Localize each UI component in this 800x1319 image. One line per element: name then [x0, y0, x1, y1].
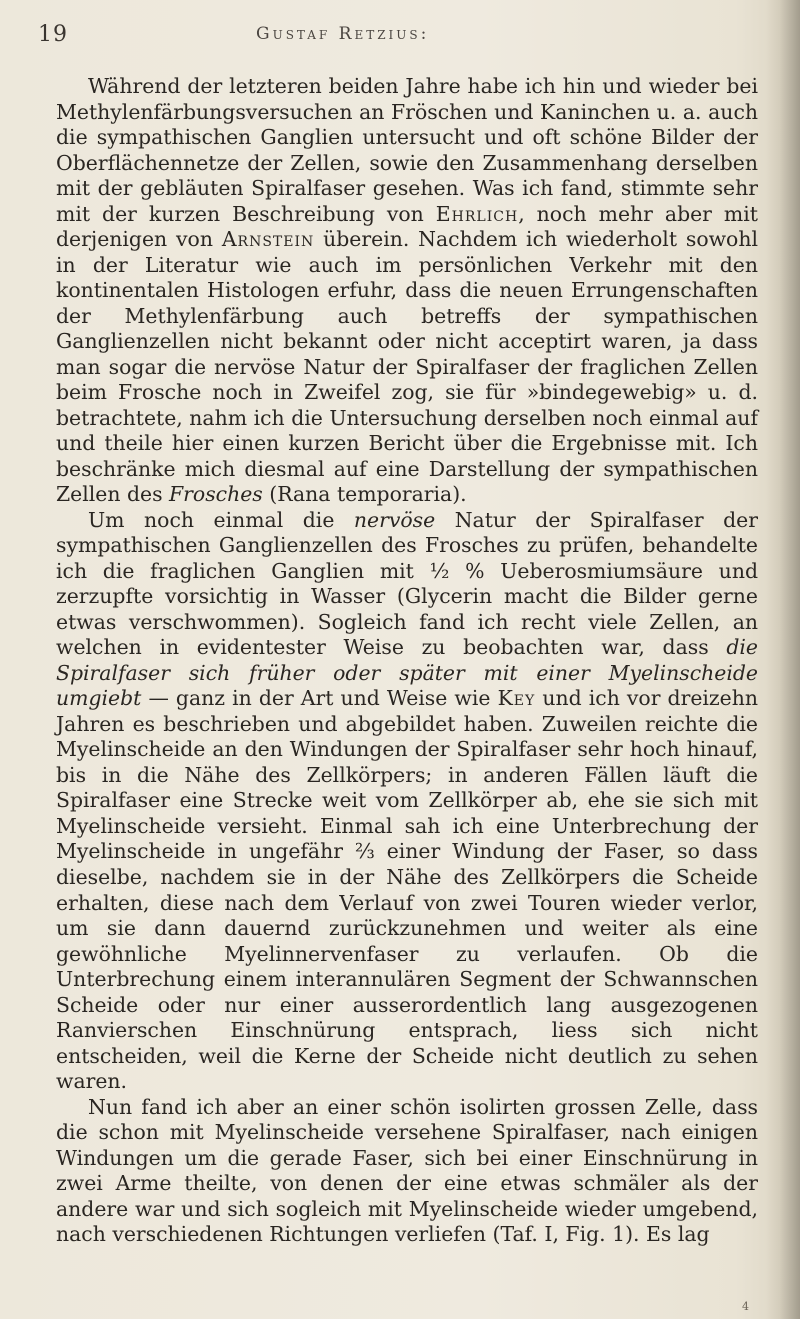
text-run: (Rana temporaria).: [262, 482, 467, 507]
page-gutter-shadow: [766, 0, 800, 1319]
paragraph: [56, 1095, 758, 1248]
running-head: Gustaf Retzius:: [256, 24, 430, 44]
author-name: Arnstein: [221, 227, 315, 252]
text-run: Um noch einmal die: [88, 507, 354, 532]
signature-mark: 4: [742, 1300, 749, 1313]
text-run: Während der letzteren beiden Jahre habe ich hin und wieder bei Methylenfärbungsversuchen an Fröschen und Kaninchen u. a. auch die sympathischen Ganglien untersucht und oft schöne Bilder der Oberflächennetze der Zellen, sowie den Zusammenhang derselben mit der gebläuten Spiralfaser gesehen. Was ich fand, stimmte sehr mit der kurzen Beschreibung von: [56, 74, 758, 226]
italic-text: Frosches: [169, 482, 263, 507]
paragraph: [56, 508, 758, 1095]
body-text: [56, 74, 758, 1248]
text-run: Natur der Spiralfaser der sympathischen Ganglienzellen des Frosches zu prüfen, behandelte ich die fraglichen Ganglien mit ½ % Ueberosmiumsäure und zerzupfte vorsichtig in Wasser (Glycerin macht die Bilder gerne etwas verschwommen). Sogleich fand ich recht viele Zellen, an welchen in evidentester Weise zu beobachten war, dass: [56, 507, 758, 660]
author-name: Key: [497, 686, 536, 711]
text-run: , noch mehr aber mit derjenigen von: [56, 201, 758, 252]
paragraph: [56, 74, 758, 508]
page-number: 19: [38, 22, 68, 47]
text-run: Nun fand ich aber an einer schön isolirten grossen Zelle, dass die schon mit Myelinscheide versehene Spiralfaser, nach einigen Windungen um die gerade Faser, sich bei einer Einschnürung in zwei Arme theilte, von denen der eine etwas schmäler als der andere war und sich sogleich mit Myelinscheide wieder umgebend, nach verschiedenen Richtungen verliefen (Taf. I, Fig. 1). Es lag: [56, 1094, 758, 1247]
text-run: überein. Nachdem ich wiederholt sowohl in der Literatur wie auch im persönlichen Verkehr mit den kontinentalen Histologen erfuhr, dass die neuen Errungenschaften der Methylenfärbung auch betreffs der sympathischen Ganglienzellen nicht bekannt oder nicht acceptirt waren, ja dass man sogar die nervöse Natur der Spiralfaser der fraglichen Zellen beim Frosche noch in Zweifel zog, sie für »bindegewebig» u. d. betrachtete, nahm ich die Untersuchung derselben noch einmal auf und theile hier einen kurzen Bericht über die Ergebnisse mit. Ich beschränke mich diesmal auf eine Darstellung der sympathischen Zellen des: [56, 227, 758, 507]
italic-text: nervöse: [353, 507, 436, 532]
text-run: — ganz in der Art und Weise wie: [141, 686, 498, 711]
text-run: und ich vor dreizehn Jahren es beschrieben und abgebildet haben. Zuweilen reichte die Myelinscheide an den Windungen der Spiralfaser sehr hoch hinauf, bis in die Nähe des Zellkörpers; in anderen Fällen läuft die Spiralfaser eine Strecke weit vom Zellkörper ab, ehe sie sich mit Myelinscheide versieht. Einmal sah ich eine Unterbrechung der Myelinscheide in ungefähr ⅔ einer Windung der Faser, so dass dieselbe, nachdem sie in der Nähe des Zellkörpers die Scheide erhalten, diese nach dem Verlauf von zwei Touren wieder verlor, um sie dann dauernd zurückzunehmen und weiter als eine gewöhnliche Myelinnervenfaser zu verlaufen. Ob die Unterbrechung einem interannulären Segment der Schwannschen Scheide oder nur einer ausserordentlich lang ausgezogenen Ranvierschen Einschnürung entsprach, liess sich nicht entscheiden, weil die Kerne der Scheide nicht deutlich zu sehen waren.: [56, 686, 758, 1094]
author-name: Ehrlich: [435, 201, 519, 226]
page-header: [38, 16, 758, 56]
italic-text: die Spiralfaser sich früher oder später mit einer Myelinscheide umgiebt: [56, 635, 758, 711]
